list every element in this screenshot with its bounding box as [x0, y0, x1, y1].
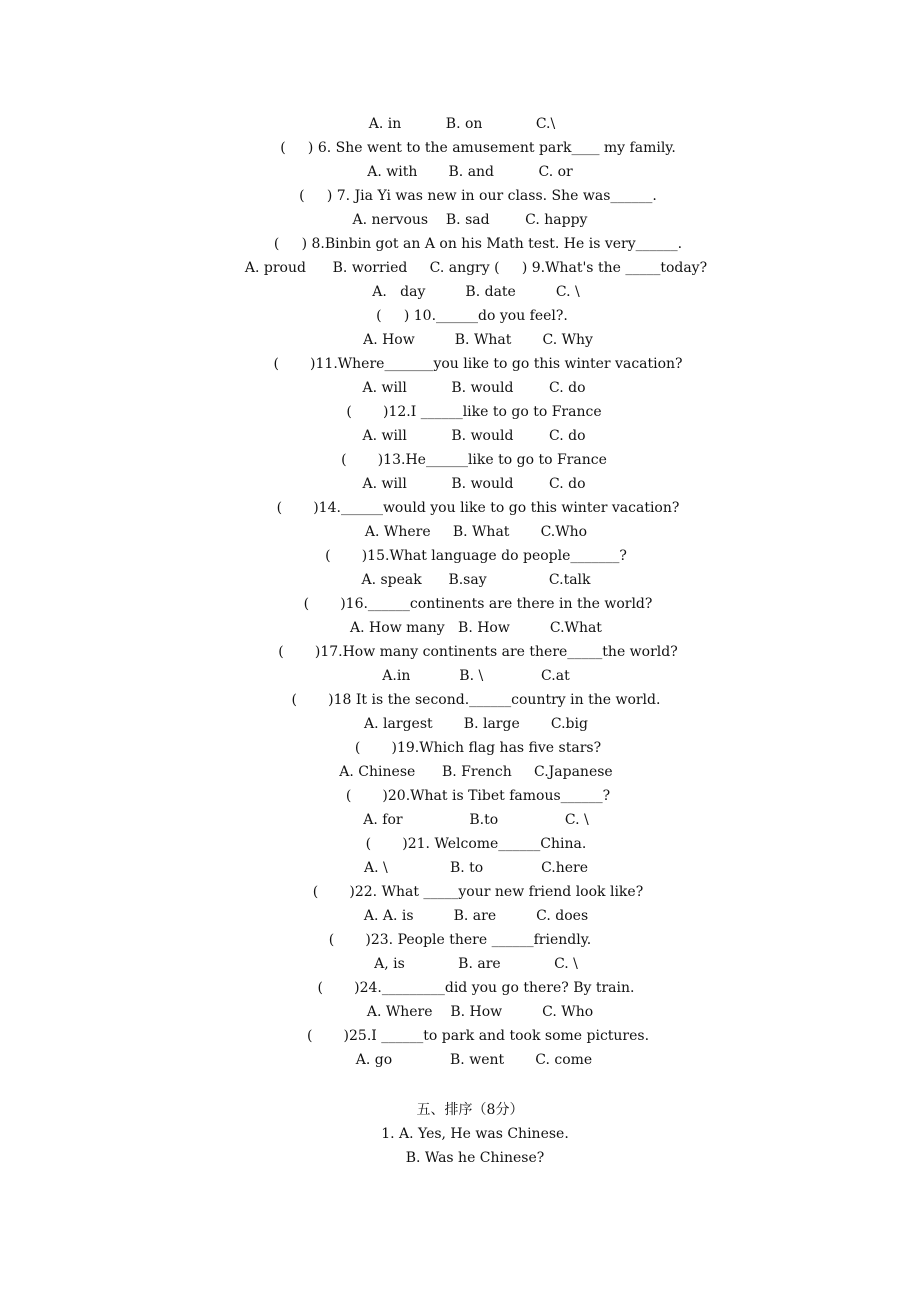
option-row-25: A. go B. went C. come: [355, 1052, 593, 1068]
option-row-11: A. will B. would C. do: [362, 380, 586, 396]
option-row-18: A. largest B. large C.big: [364, 716, 588, 732]
question-20: ( )20.What is Tibet famous______?: [345, 788, 611, 804]
option-row-16: A. How many B. How C.What: [350, 620, 602, 636]
option-row-19: A. Chinese B. French C.Japanese: [339, 764, 613, 780]
option-row-22: A. A. is B. are C. does: [363, 908, 589, 924]
question-19: ( )19.Which flag has five stars?: [354, 740, 602, 756]
question-16: ( )16.______continents are there in the world?: [303, 596, 653, 612]
question-21: ( )21. Welcome______China.: [365, 836, 587, 852]
option-row-10: A. How B. What C. Why: [363, 332, 593, 348]
option-row-20: A. for B.to C. \: [363, 812, 589, 828]
option-row-15: A. speak B.say C.talk: [361, 572, 591, 588]
question-25: ( )25.I ______to park and took some pictures.: [306, 1028, 650, 1044]
option-row-21: A. \ B. to C.here: [363, 860, 589, 876]
question-6: ( ) 6. She went to the amusement park____ my family.: [280, 140, 676, 156]
option-row-23: A, is B. are C. \: [374, 956, 578, 972]
option-row-14: A. Where B. What C.Who: [364, 524, 588, 540]
question-7: ( ) 7. Jia Yi was new in our class. She was______.: [299, 188, 657, 204]
ordering-item-1b: B. Was he Chinese?: [405, 1150, 545, 1166]
option-row-17: A.in B. \ C.at: [382, 668, 570, 684]
question-12: ( )12.I ______like to go to France: [346, 404, 602, 420]
option-row-6: A. with B. and C. or: [367, 164, 573, 180]
question-17: ( )17.How many continents are there_____the world?: [278, 644, 678, 660]
option-row-24: A. Where B. How C. Who: [366, 1004, 594, 1020]
option-row-13: A. will B. would C. do: [362, 476, 586, 492]
ordering-item-1a: 1. A. Yes, He was Chinese.: [381, 1126, 569, 1142]
option-row-7: A. nervous B. sad C. happy: [352, 212, 588, 228]
option-row-9: A. day B. date C. \: [372, 284, 580, 300]
question-18: ( )18 It is the second.______country in the world.: [291, 692, 661, 708]
section-heading-ordering: 五、排序（8分）: [416, 1102, 524, 1118]
option-row-5: A. in B. on C.\: [368, 116, 556, 132]
question-8: ( ) 8.Binbin got an A on his Math test. He is very______.: [273, 236, 683, 252]
question-13: ( )13.He______like to go to France: [341, 452, 607, 468]
question-14: ( )14.______would you like to go this winter vacation?: [276, 500, 680, 516]
option-row-8-question-9: A. proud B. worried C. angry ( ) 9.What's the _____today?: [244, 260, 708, 276]
question-15: ( )15.What language do people_______?: [325, 548, 627, 564]
question-23: ( )23. People there ______friendly.: [328, 932, 592, 948]
question-10: ( ) 10.______do you feel?.: [376, 308, 568, 324]
question-11: ( )11.Where_______you like to go this winter vacation?: [273, 356, 683, 372]
question-22: ( )22. What _____your new friend look like?: [312, 884, 644, 900]
option-row-12: A. will B. would C. do: [362, 428, 586, 444]
question-24: ( )24._________did you go there? By train.: [317, 980, 635, 996]
